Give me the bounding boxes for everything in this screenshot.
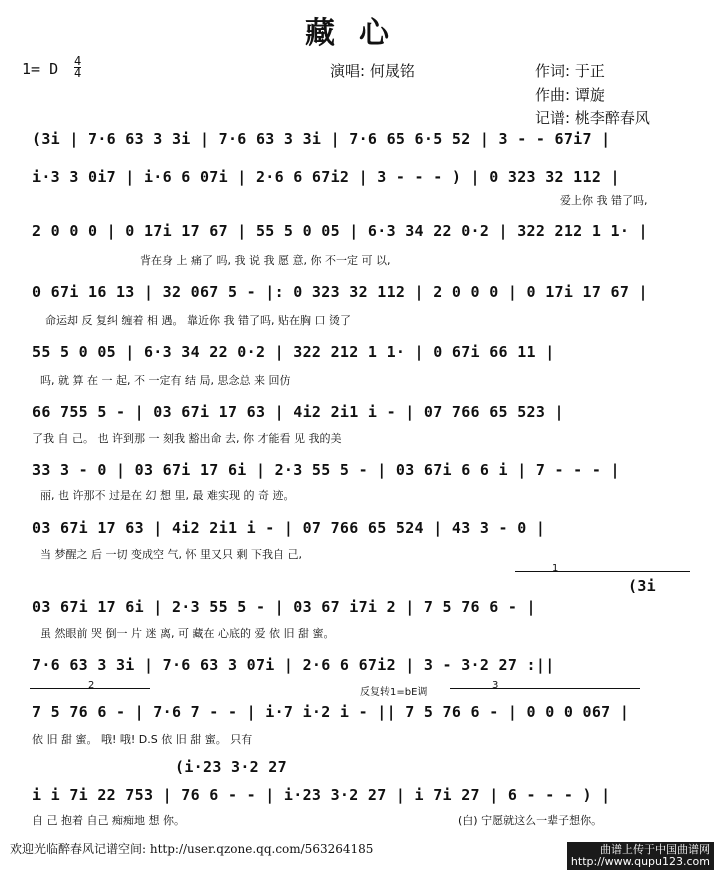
score-row-7: 33 3 - 0 | 03 67i 17 6i | 2·3 55 5 - | 03 67i 6 6 i | 7 - - - | <box>32 461 620 479</box>
ending-bracket-3 <box>450 688 640 689</box>
ending-number-1: 1 <box>552 563 559 574</box>
site-badge <box>567 842 714 870</box>
intro-bracket-note: (3i <box>628 577 656 595</box>
lyrics-row-9: 虽 然眼前 哭 倒一 片 迷 离, 可 藏在 心底的 爱 依 旧 甜 蜜。 <box>40 627 335 640</box>
ending-number-2: 2 <box>88 680 95 691</box>
footer-credit: 欢迎光临醉春风记谱空间: http://user.qzone.qq.com/563264185 <box>10 842 374 856</box>
singer-credit: 演唱: 何晟铭 <box>330 62 415 80</box>
time-signature-top: 4 <box>74 54 82 68</box>
lyrics-row-7: 丽, 也 许那不 过是在 幻 想 里, 最 难实现 的 奇 迹。 <box>40 489 295 502</box>
composer-credit: 作曲: 谭旋 <box>535 86 605 104</box>
transcriber-credit: 记谱: 桃李醉春风 <box>535 109 650 127</box>
score-row-4: 0 67i 16 13 | 32 067 5 - |: 0 323 32 112 | 2 0 0 0 | 0 17i 17 67 | <box>32 283 648 301</box>
lyrics-row-4: 命运却 反 复纠 缠着 相 遇。 靠近你 我 错了吗, 贴在胸 口 烫了 <box>45 314 351 327</box>
lyrics-row-12: 自 己 抱着 自己 痴痴地 想 你。 <box>32 814 185 827</box>
spoken-line: (白) 宁愿就这么一辈子想你。 <box>458 814 603 827</box>
site-badge-line2: http://www.qupu123.com <box>570 855 710 868</box>
page-title: 藏心 <box>305 16 413 51</box>
time-signature-bottom: 4 <box>74 66 82 80</box>
score-row-10: 7·6 63 3 3i | 7·6 63 3 07i | 2·6 6 67i2 | 3 - 3·2 27 :|| <box>32 656 555 674</box>
score-row-12: i i 7i 22 753 | 76 6 - - | i·23 3·2 27 | i 7i 27 | 6 - - - ) | <box>32 786 611 804</box>
score-row-1: (3i | 7·6 63 3 3i | 7·6 63 3 3i | 7·6 65 6·5 52 | 3 - - 67i7 | <box>32 130 611 148</box>
score-row-5: 55 5 0 05 | 6·3 34 22 0·2 | 322 212 1 1· | 0 67i 66 11 | <box>32 343 555 361</box>
lyricist-credit: 作词: 于正 <box>535 62 605 80</box>
modulation-marking: 反复转1=bE调 <box>360 687 428 698</box>
lyrics-row-3: 背在身 上 痛了 吗, 我 说 我 愿 意, 你 不一定 可 以, <box>140 254 391 267</box>
coda-fragment: (i·23 3·2 27 <box>175 758 287 776</box>
site-badge-line1: 曲谱上传于中国曲谱网 <box>600 843 710 856</box>
score-row-6: 66 755 5 - | 03 67i 17 63 | 4i2 2i1 i - | 07 766 65 523 | <box>32 403 564 421</box>
ending-number-3: 3 <box>492 680 499 691</box>
score-row-8: 03 67i 17 63 | 4i2 2i1 i - | 07 766 65 524 | 43 3 - 0 | <box>32 519 546 537</box>
score-row-9: 03 67i 17 6i | 2·3 55 5 - | 03 67 i7i 2 | 7 5 76 6 - | <box>32 598 536 616</box>
time-signature <box>74 56 81 79</box>
lyrics-row-8: 当 梦醒之 后 一切 变成空 气, 怀 里又只 剩 下我自 己, <box>40 548 302 561</box>
score-row-2: i·3 3 0i7 | i·6 6 07i | 2·6 6 67i2 | 3 - - - ) | 0 323 32 112 | <box>32 168 620 186</box>
lyrics-row-11: 依 旧 甜 蜜。 哦! 哦! D.S 依 旧 甜 蜜。 只有 <box>32 733 253 746</box>
score-row-3: 2 0 0 0 | 0 17i 17 67 | 55 5 0 05 | 6·3 34 22 0·2 | 322 212 1 1· | <box>32 222 648 240</box>
score-row-11: 7 5 76 6 - | 7·6 7 - - | i·7 i·2 i - || 7 5 76 6 - | 0 0 0 067 | <box>32 703 630 721</box>
lyrics-row-2: 爱上你 我 错了吗, <box>560 194 648 207</box>
lyrics-row-6: 了我 自 己。 也 许到那 一 刻我 豁出命 去, 你 才能看 见 我的美 <box>32 432 342 445</box>
key-signature: 1= D <box>22 60 59 78</box>
ending-bracket-1 <box>515 571 690 572</box>
lyrics-row-5: 吗, 就 算 在 一 起, 不 一定有 结 局, 思念总 来 回仿 <box>40 374 291 387</box>
